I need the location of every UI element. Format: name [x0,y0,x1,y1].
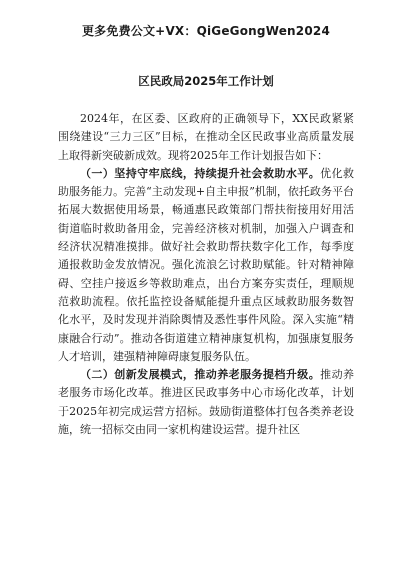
section-2-paragraph [58,366,354,439]
document-title: 区民政局2025年工作计划 [138,74,274,88]
section-2-heading: （二）创新发展模式，推动养老服务提档升级。 [80,368,321,382]
section-1-body: 优化救助服务能力。完善“主动发现+自主申报”机制，依托政务平台拓展大数据使用场景，畅通惠民政策部门帮扶衔接用好用活街道临时救助备用金，完善经济核对机制，加强入户调查和经济状况精准摸排。做好社会救助帮扶数字化工作，每季度通报救助金发放情况。强化流浪乞讨救助赋能。针对精神障碍、空挂户接返乡等救助难点，出台方案夯实责任，理顺规范救助流程。依托监控设备赋能提升重点区域救助服务数智化水平，及时发现并消除舆情及悉性事件风险。深入实施“精康融合行动”。推动各街道建立精神康复机构，加强康复服务人才培训，建强精神障碍康复服务队伍。 [58,166,355,363]
section-2-body: 推动养老服务市场化改革。推进区民政事务中心市场化改革，计划于2025年初完成运营方招标。鼓励街道整体打包各类养老设施，统一招标交由同一家机构建设运营。提升社区 [58,368,355,437]
promo-header: 更多免费公文+VX：QiGeGongWen2024 [81,24,330,38]
intro-paragraph: 2024年，在区委、区政府的正确领导下，XX民政紧紧围绕建设“三力三区”目标，在推动全区民政事业高质量发展上取得新突破新成效。现将2025年工作计划报告如下： [58,112,354,162]
section-1-paragraph [58,165,354,366]
section-1-heading: （一）坚持守牢底线，持续提升社会救助水平。 [80,166,321,180]
